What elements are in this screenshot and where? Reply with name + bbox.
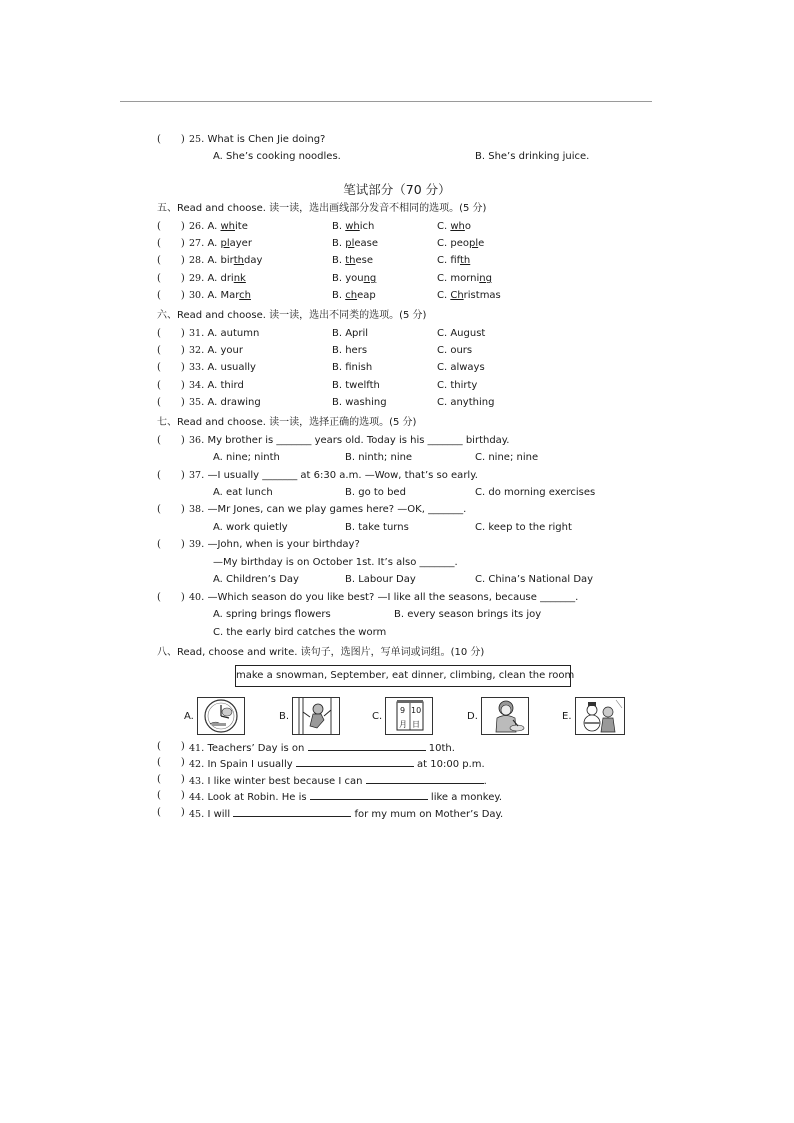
option-c: C. thirty (437, 380, 478, 391)
question-37: 37. —I usually _______ at 6:30 a.m. —Wow, that’s so early. (189, 470, 478, 481)
answer-paren[interactable]: ( ) (157, 774, 185, 785)
answer-blank[interactable] (308, 741, 426, 751)
option-b (332, 221, 374, 233)
option-c (437, 273, 492, 285)
option-c: C. anything (437, 397, 495, 408)
section-7-heading: 七、Read and choose. 读一读，选择正确的选项。(5 分) (157, 417, 417, 428)
option-a: A. work quietly (213, 522, 288, 533)
option-b-underlined: ng (363, 273, 377, 284)
option-a (207, 290, 251, 301)
option-b-pre: B. (332, 238, 346, 249)
question-31: 31. A. autumn (189, 328, 260, 339)
option-a: A. spring brings flowers (213, 609, 331, 620)
picture-label-a: A. (184, 711, 194, 722)
option-b: B. ninth; nine (345, 452, 413, 463)
question-41: 41. Teachers’ Day is on 10th. (189, 743, 455, 754)
answer-paren[interactable]: ( ) (157, 470, 185, 481)
option-c-underlined: wh (450, 221, 465, 232)
question-40: 40. —Which season do you like best? —I like all the seasons, because _______. (189, 592, 579, 603)
option-c: C. keep to the right (475, 522, 572, 533)
question-42: 42. In Spain I usually at 10:00 p.m. (189, 759, 485, 770)
option-c: C. China’s National Day (475, 574, 594, 585)
option-a-post: ayer (229, 238, 252, 249)
question-26: 26. A. white (189, 221, 248, 232)
option-c: C. do morning exercises (475, 487, 596, 498)
option-a-underlined: pl (220, 238, 230, 249)
question-36: 36. My brother is _______ years old. Today is his _______ birthday. (189, 435, 510, 446)
calendar-icon (385, 697, 433, 735)
question-39-line2: —My birthday is on October 1st. It’s also _______. (213, 557, 458, 568)
answer-paren[interactable]: ( ) (157, 134, 185, 145)
question-number: 30 (189, 290, 202, 301)
question-38: 38. —Mr Jones, can we play games here? —OK, _______. (189, 504, 467, 515)
question-32: 32. A. your (189, 345, 243, 356)
option-b: B. go to bed (345, 487, 406, 498)
sentence-start: I like winter best because I can (207, 776, 366, 787)
option-a: A. autumn (207, 328, 260, 339)
option-a: A. nine; ninth (213, 452, 280, 463)
option-b-pre: B. (332, 221, 346, 232)
option-c-pre: C. morni (437, 273, 480, 284)
option-c-underlined: th (459, 255, 471, 266)
option-c: C. the early bird catches the worm (213, 627, 387, 638)
option-b-underlined: th (345, 255, 356, 266)
answer-paren[interactable]: ( ) (157, 362, 185, 373)
answer-paren[interactable]: ( ) (157, 757, 185, 768)
option-c-underlined: ng (479, 273, 492, 284)
option-b (332, 238, 378, 250)
question-number: 31 (189, 328, 202, 339)
option-c-post: o (464, 221, 471, 232)
question-number: 26 (189, 221, 202, 232)
answer-blank[interactable] (310, 790, 428, 800)
question-number: 42 (189, 759, 202, 770)
option-b-underlined: wh (345, 221, 360, 232)
option-b: B. every season brings its joy (394, 609, 542, 620)
option-a-underlined: wh (220, 221, 236, 232)
option-c (437, 238, 484, 250)
option-c-pre: C. (437, 221, 451, 232)
question-45: 45. I will for my mum on Mother’s Day. (189, 809, 504, 820)
answer-paren[interactable]: ( ) (157, 238, 185, 249)
option-c-underlined: pl (468, 238, 479, 249)
answer-paren[interactable]: ( ) (157, 380, 185, 391)
question-43: 43. I like winter best because I can . (189, 776, 487, 787)
sentence-end: for my mum on Mother’s Day. (351, 809, 504, 820)
question-35: 35. A. drawing (189, 397, 261, 408)
option-b (332, 290, 376, 302)
option-c: C. always (437, 362, 485, 373)
question-number: 34 (189, 380, 202, 391)
picture-label-e: E. (562, 711, 572, 722)
option-c-pre: C. peo (437, 238, 469, 249)
option-b-post: ich (359, 221, 375, 232)
option-b: B. hers (332, 345, 368, 356)
option-b (332, 273, 376, 285)
question-number: 28 (189, 255, 202, 266)
answer-paren[interactable]: ( ) (157, 345, 185, 356)
answer-paren[interactable]: ( ) (157, 435, 185, 446)
option-b-pre: B. you (332, 273, 364, 284)
answer-paren[interactable]: ( ) (157, 221, 185, 232)
option-c (437, 221, 471, 233)
option-b: B. Labour Day (345, 574, 416, 585)
sentence-start: In Spain I usually (207, 759, 296, 770)
option-a (207, 273, 245, 284)
option-b-post: ease (354, 238, 379, 249)
question-29: 29. A. drink (189, 273, 246, 284)
option-a: A. third (207, 380, 244, 391)
option-c-underlined: Ch (450, 290, 464, 301)
option-c: C. ours (437, 345, 473, 356)
option-a-pre: A. (207, 238, 221, 249)
option-a-post: day (243, 255, 263, 266)
calendar-day-right: 日 (412, 720, 420, 729)
answer-paren[interactable]: ( ) (157, 255, 185, 266)
question-28: 28. A. birthday (189, 255, 263, 266)
picture-label-c: C. (372, 711, 383, 722)
answer-paren[interactable]: ( ) (157, 790, 185, 801)
answer-paren[interactable]: ( ) (157, 539, 185, 550)
picture-label-b: B. (279, 711, 290, 722)
option-b-pre: B. (332, 255, 346, 266)
question-30: 30. A. March (189, 290, 251, 301)
monkey-climbing-icon (292, 697, 340, 735)
question-number: 33 (189, 362, 202, 373)
option-a-pre: A. bir (207, 255, 234, 266)
sentence-end: . (483, 776, 487, 787)
option-b: B. take turns (345, 522, 409, 533)
picture-label-d: D. (467, 711, 478, 722)
option-c-pre: C. fif (437, 255, 460, 266)
option-c-post: ristmas (463, 290, 501, 301)
written-section-title: 笔试部分（70 分） (343, 182, 451, 197)
option-a: A. She’s cooking noodles. (213, 151, 341, 162)
option-b-pre: B. (332, 290, 346, 301)
answer-paren[interactable]: ( ) (157, 397, 185, 408)
option-b: B. April (332, 328, 369, 339)
calendar-month-right: 10 (411, 706, 422, 715)
answer-blank[interactable] (296, 757, 414, 767)
option-b-underlined: ch (345, 290, 358, 301)
question-34: 34. A. third (189, 380, 244, 391)
question-number: 45 (189, 809, 202, 820)
option-b: B. She’s drinking juice. (475, 151, 590, 162)
answer-paren[interactable]: ( ) (157, 592, 185, 603)
answer-blank[interactable] (366, 774, 484, 784)
boy-cleaning-icon (481, 697, 529, 735)
question-27: 27. A. player (189, 238, 252, 249)
header-rule (120, 101, 652, 102)
answer-paren[interactable]: ( ) (157, 328, 185, 339)
option-a: A. Children’s Day (213, 574, 299, 585)
option-b-post: ese (355, 255, 373, 266)
section-8-heading: 八、Read, choose and write. 读句子，选图片，写单词或词组。(10 分) (157, 647, 485, 658)
sentence-start: Look at Robin. He is (207, 792, 310, 803)
question-number: 44 (189, 792, 202, 803)
question-39: 39. —John, when is your birthday? (189, 539, 360, 550)
answer-paren[interactable]: ( ) (157, 273, 185, 284)
option-a-pre: A. (207, 221, 221, 232)
answer-paren[interactable]: ( ) (157, 807, 185, 818)
option-a (207, 255, 262, 266)
answer-blank[interactable] (233, 807, 351, 817)
option-c: C. nine; nine (475, 452, 539, 463)
answer-paren[interactable]: ( ) (157, 741, 185, 752)
option-a: A. usually (207, 362, 256, 373)
question-number: 32 (189, 345, 202, 356)
option-c (437, 290, 501, 302)
option-a: A. eat lunch (213, 487, 273, 498)
option-a-post: ite (235, 221, 248, 232)
sentence-end: like a monkey. (427, 792, 503, 803)
option-a-pre: A. dri (207, 273, 234, 284)
section-5-heading: 五、Read and choose. 读一读，选出画线部分发音不相同的选项。(5 分) (157, 203, 487, 214)
option-a (207, 221, 247, 232)
option-c-post: e (478, 238, 485, 249)
question-44: 44. Look at Robin. He is like a monkey. (189, 792, 503, 803)
sentence-start: I will (207, 809, 234, 820)
option-b: B. washing (332, 397, 387, 408)
option-c: C. August (437, 328, 486, 339)
option-a: A. drawing (207, 397, 261, 408)
sentence-end: at 10:00 p.m. (413, 759, 485, 770)
option-b: B. finish (332, 362, 373, 373)
answer-paren[interactable]: ( ) (157, 290, 185, 301)
clock-eating-icon (197, 697, 245, 735)
option-b-underlined: pl (345, 238, 355, 249)
question-number: 29 (189, 273, 202, 284)
option-c (437, 255, 470, 267)
word-bank: make a snowman, September, eat dinner, climbing, clean the room (235, 665, 571, 687)
question-25: 25. What is Chen Jie doing? (189, 134, 326, 145)
calendar-day-left: 月 (399, 720, 407, 729)
answer-paren[interactable]: ( ) (157, 504, 185, 515)
option-b-post: eap (357, 290, 376, 301)
option-a-underlined: nk (233, 273, 246, 284)
question-number: 35 (189, 397, 202, 408)
sentence-end: 10th. (425, 743, 455, 754)
option-b: B. twelfth (332, 380, 380, 391)
calendar-month-left: 9 (400, 706, 406, 715)
question-number: 41 (189, 743, 202, 754)
question-number: 43 (189, 776, 202, 787)
option-a-underlined: ch (239, 290, 251, 301)
option-a: A. your (207, 345, 243, 356)
snowman-icon (575, 697, 625, 735)
sentence-start: Teachers’ Day is on (207, 743, 308, 754)
option-a-underlined: th (233, 255, 244, 266)
section-6-heading: 六、Read and choose. 读一读，选出不同类的选项。(5 分) (157, 310, 427, 321)
question-number: 27 (189, 238, 202, 249)
option-c-pre: C. (437, 290, 451, 301)
option-a-pre: A. Mar (207, 290, 240, 301)
question-33: 33. A. usually (189, 362, 256, 373)
option-b (332, 255, 373, 267)
option-a (207, 238, 251, 249)
